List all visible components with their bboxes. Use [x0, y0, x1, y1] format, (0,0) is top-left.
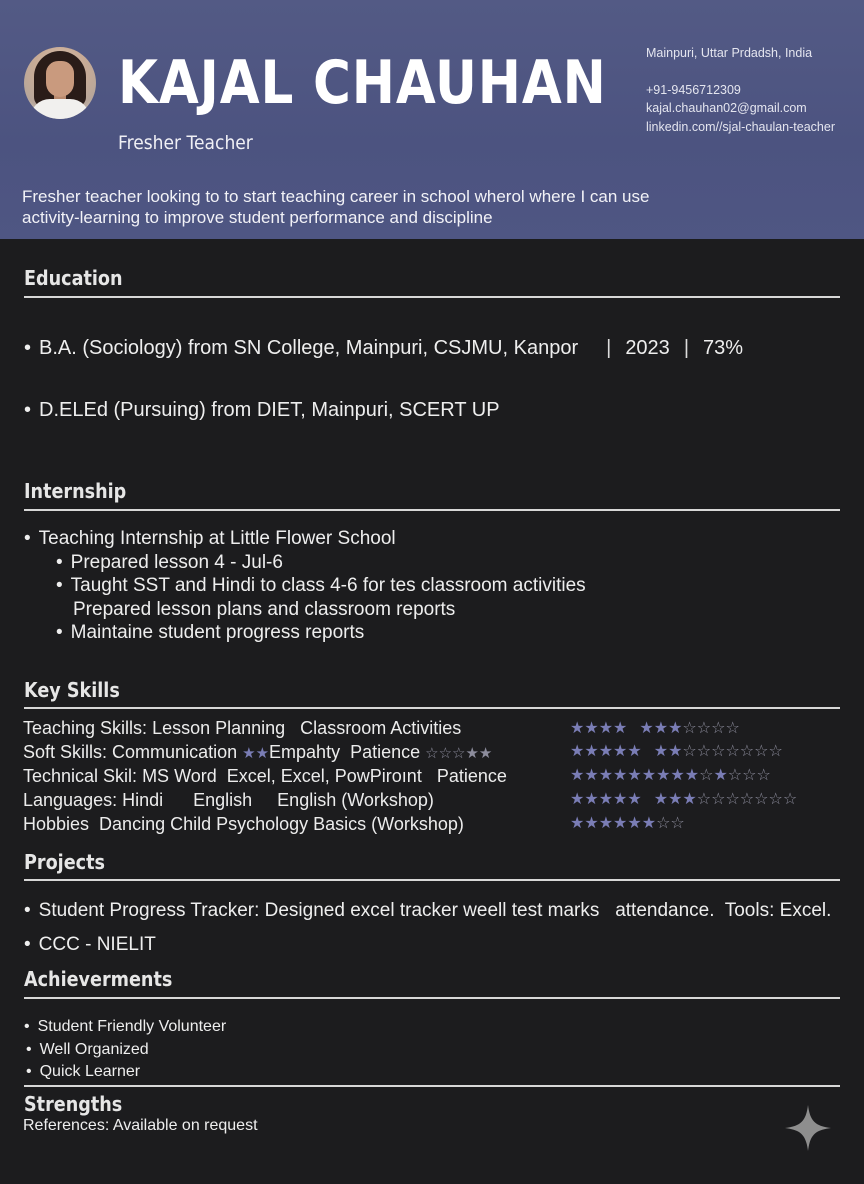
project-item [24, 934, 156, 956]
skill-label: Soft Skills: [23, 742, 108, 762]
skill-items: Hindi English English (Workshop) [122, 790, 434, 810]
skill-label: Hobbies [23, 814, 90, 834]
internship-subitem [56, 552, 283, 574]
section-divider [24, 997, 840, 999]
skill-label: Teaching Skills: [23, 718, 148, 738]
section-title-projects: Projects [24, 850, 105, 874]
internship-subitem-text: Taught SST and Hindi to class 4-6 for tes classroom activities [70, 575, 586, 596]
candidate-name: KAJAL CHAUHAN [118, 48, 607, 118]
section-divider [24, 879, 840, 881]
internship-subitem [56, 622, 364, 644]
education-degree: B.A. (Sociology) from SN College, Mainpuri, CSJMU, Kanpor [39, 337, 579, 359]
skill-items: Communication [112, 742, 238, 762]
education-item: • B.A. (Sociology) from SN College, Mainpuri, CSJMU, Kanpor | 2023 | 73% [24, 337, 743, 360]
internship-main [24, 528, 396, 550]
contact-phone: +91-9456712309 [646, 82, 741, 97]
section-divider [24, 296, 840, 298]
sparkle-icon [783, 1103, 833, 1153]
section-divider [24, 1085, 840, 1087]
project-text: CCC - NIELIT [38, 934, 156, 955]
achievement-item [26, 1063, 140, 1081]
skill-items: MS Word Excel, Excel, PowPiroınt Patience [142, 766, 507, 786]
candidate-role: Fresher Teacher [118, 132, 253, 154]
summary-line: activity-learning to improve student performance and discipline [22, 208, 493, 227]
section-divider [24, 707, 840, 709]
header-banner [0, 0, 864, 239]
skill-row-soft [23, 742, 492, 763]
rating-stars: ★★★★★ ★★☆☆☆☆☆☆☆ [570, 743, 783, 760]
inline-star-icon: ★★ [242, 745, 270, 762]
skill-items: Lesson Planning Classroom Activities [152, 718, 462, 738]
contact-email[interactable]: kajal.chauhan02@gmail.com [646, 101, 807, 115]
achievement-text: Quick Learner [39, 1063, 141, 1080]
contact-location: Mainpuri, Uttar Prdadsh, India [646, 46, 813, 60]
skill-row-languages [23, 790, 434, 811]
achievement-text: Student Friendly Volunteer [37, 1018, 227, 1035]
rating-stars: ★★★★★ ★★★☆☆☆☆☆☆☆ [570, 791, 798, 808]
section-title-achievements: Achieverments [24, 967, 173, 991]
achievement-item [24, 1018, 226, 1036]
skill-label: Technical Skil: [23, 766, 138, 786]
section-title-internship: Internship [24, 479, 127, 503]
project-item [24, 900, 831, 922]
rating-stars: ★★★★★★☆☆ [570, 815, 685, 832]
education-degree: D.ELEd (Pursuing) from DIET, Mainpuri, SCERT UP [39, 399, 500, 421]
section-divider [24, 509, 840, 511]
section-title-skills: Key Skills [24, 678, 120, 702]
section-title-education: Education [24, 266, 123, 290]
project-text: Student Progress Tracker: Designed excel tracker weell test marks attendance. Tools: Excel. [38, 900, 832, 921]
internship-subitem [56, 575, 586, 597]
internship-subitem-continued: Prepared lesson plans and classroom reports [73, 599, 456, 620]
skill-row-hobbies [23, 814, 464, 835]
inline-star-icon: ☆☆☆★★ [425, 745, 493, 762]
internship-subitem-text: Maintaine student progress reports [70, 622, 365, 643]
references-note: References: Available on request [23, 1117, 258, 1134]
contact-linkedin[interactable]: linkedin.com//sjal-chaulan-teacher [646, 119, 835, 134]
education-year: 2023 [625, 337, 670, 359]
education-item [24, 399, 500, 422]
skill-items: Empahty Patience [269, 742, 421, 762]
rating-stars: ★★★★ ★★★☆☆☆☆ [570, 720, 740, 737]
rating-stars: ★★★★★★★★★☆★☆☆☆ [570, 767, 771, 784]
summary-line: Fresher teacher looking to to start teaching career in school wherol where I can use [22, 187, 650, 206]
section-title-strengths: Strengths [24, 1092, 123, 1116]
skill-label: Languages: [23, 790, 118, 810]
education-score: 73% [703, 337, 744, 359]
internship-title: Teaching Internship at Little Flower School [38, 528, 396, 549]
skill-items: Dancing Child Psychology Basics (Workshop) [89, 814, 464, 834]
summary [22, 186, 822, 228]
internship-subitem-text: Prepared lesson 4 - Jul-6 [70, 552, 283, 573]
achievement-item [26, 1041, 149, 1059]
avatar [24, 47, 96, 119]
skill-row-technical [23, 766, 507, 787]
achievement-text: Well Organized [39, 1041, 149, 1058]
skill-row-teaching [23, 718, 461, 739]
contact-block [646, 44, 835, 136]
